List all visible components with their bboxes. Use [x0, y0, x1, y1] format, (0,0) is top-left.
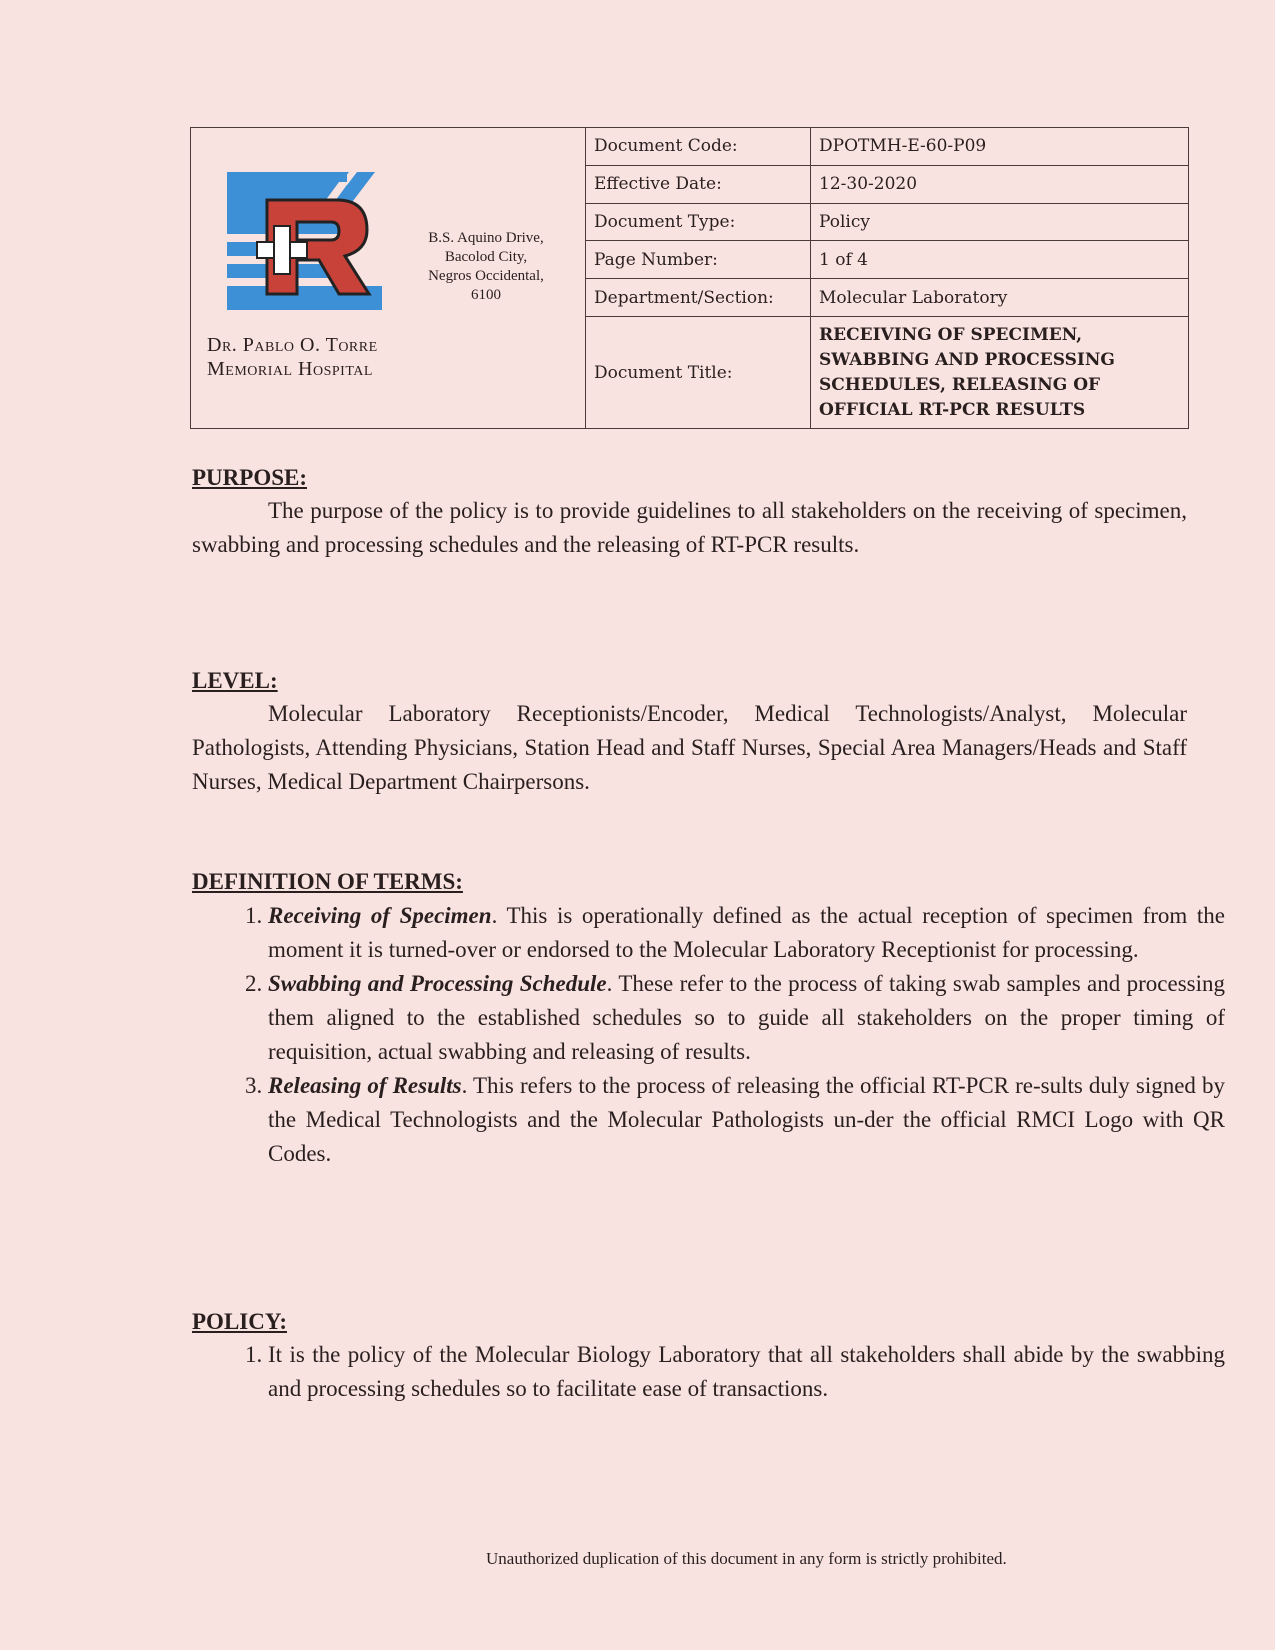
department-label: Department/Section:	[586, 279, 811, 317]
hospital-name-line: Dr. Pablo O. Torre	[207, 334, 378, 356]
level-text: Molecular Laboratory Receptionists/Encoder, Medical Technologists/Analyst, Molecular Pathologists, Attending Physicians, Station Head and Staff Nurses, Special Area Managers/Heads and Staff Nurses, Medical Department Chairpersons.	[192, 701, 1187, 794]
hospital-address	[426, 229, 546, 305]
policy-list	[230, 1338, 1225, 1406]
definition-item	[268, 967, 1225, 1069]
document-header-table	[190, 127, 1189, 429]
definition-text: . These refer to the process of taking swab samples and processing them aligned to the established schedules so to guide all stakeholders on the proper timing of requisition, actual swabbing and releasing of results.	[268, 971, 1225, 1064]
hospital-name-line: Memorial Hospital	[207, 358, 373, 380]
document-code-label: Document Code:	[586, 128, 811, 166]
department-value: Molecular Laboratory	[811, 279, 1189, 317]
definitions-heading: DEFINITION OF TERMS:	[192, 869, 463, 894]
definitions-list	[230, 899, 1225, 1171]
purpose-heading: PURPOSE:	[192, 465, 307, 490]
page-number-value: 1 of 4	[811, 241, 1189, 279]
definition-term: Swabbing and Processing Schedule	[268, 971, 607, 996]
document-title-value: RECEIVING OF SPECIMEN, SWABBING AND PROCESSING SCHEDULES, RELEASING OF OFFICIAL RT-PCR RESULTS	[811, 317, 1189, 429]
level-heading: LEVEL:	[192, 668, 278, 693]
policy-item: 1. It is the policy of the Molecular Biology Laboratory that all stakeholders shall abide by the swabbing and processing schedules so to facilitate ease of transactions.	[268, 1338, 1225, 1406]
effective-date-label: Effective Date:	[586, 165, 811, 203]
page-number-label: Page Number:	[586, 241, 811, 279]
address-line: Bacolod City,	[444, 249, 528, 265]
hospital-name	[207, 333, 378, 381]
purpose-text: The purpose of the policy is to provide guidelines to all stakeholders on the receiving of specimen, swabbing and processing schedules and the releasing of RT-PCR results.	[192, 498, 1187, 557]
hospital-logo-icon	[227, 172, 382, 322]
address-line: 6100	[471, 287, 501, 303]
address-line: Negros Occidental,	[428, 268, 544, 284]
definition-text: . This refers to the process of releasing the official RT-PCR re-sults duly signed by the Medical Technologists and the Molecular Pathologists un-der the official RMCI Logo with QR Codes.	[268, 1073, 1225, 1166]
document-type-value: Policy	[811, 203, 1189, 241]
definition-text: . This is operationally defined as the actual reception of specimen from the moment it is turned-over or endorsed to the Molecular Laboratory Receptionist for processing.	[268, 903, 1225, 962]
footer-notice: Unauthorized duplication of this document in any form is strictly prohibited.	[486, 1549, 1007, 1568]
document-type-label: Document Type:	[586, 203, 811, 241]
policy-heading: POLICY:	[192, 1309, 287, 1334]
document-title-label: Document Title:	[586, 317, 811, 429]
document-code-value: DPOTMH-E-60-P09	[811, 128, 1189, 166]
definition-item	[268, 1069, 1225, 1171]
effective-date-value: 12-30-2020	[811, 165, 1189, 203]
definition-term: Releasing of Results	[268, 1073, 462, 1098]
address-line: B.S. Aquino Drive,	[428, 230, 544, 246]
hospital-identity-cell	[191, 128, 586, 429]
definition-item	[268, 899, 1225, 967]
definition-term: Receiving of Specimen	[268, 903, 492, 928]
